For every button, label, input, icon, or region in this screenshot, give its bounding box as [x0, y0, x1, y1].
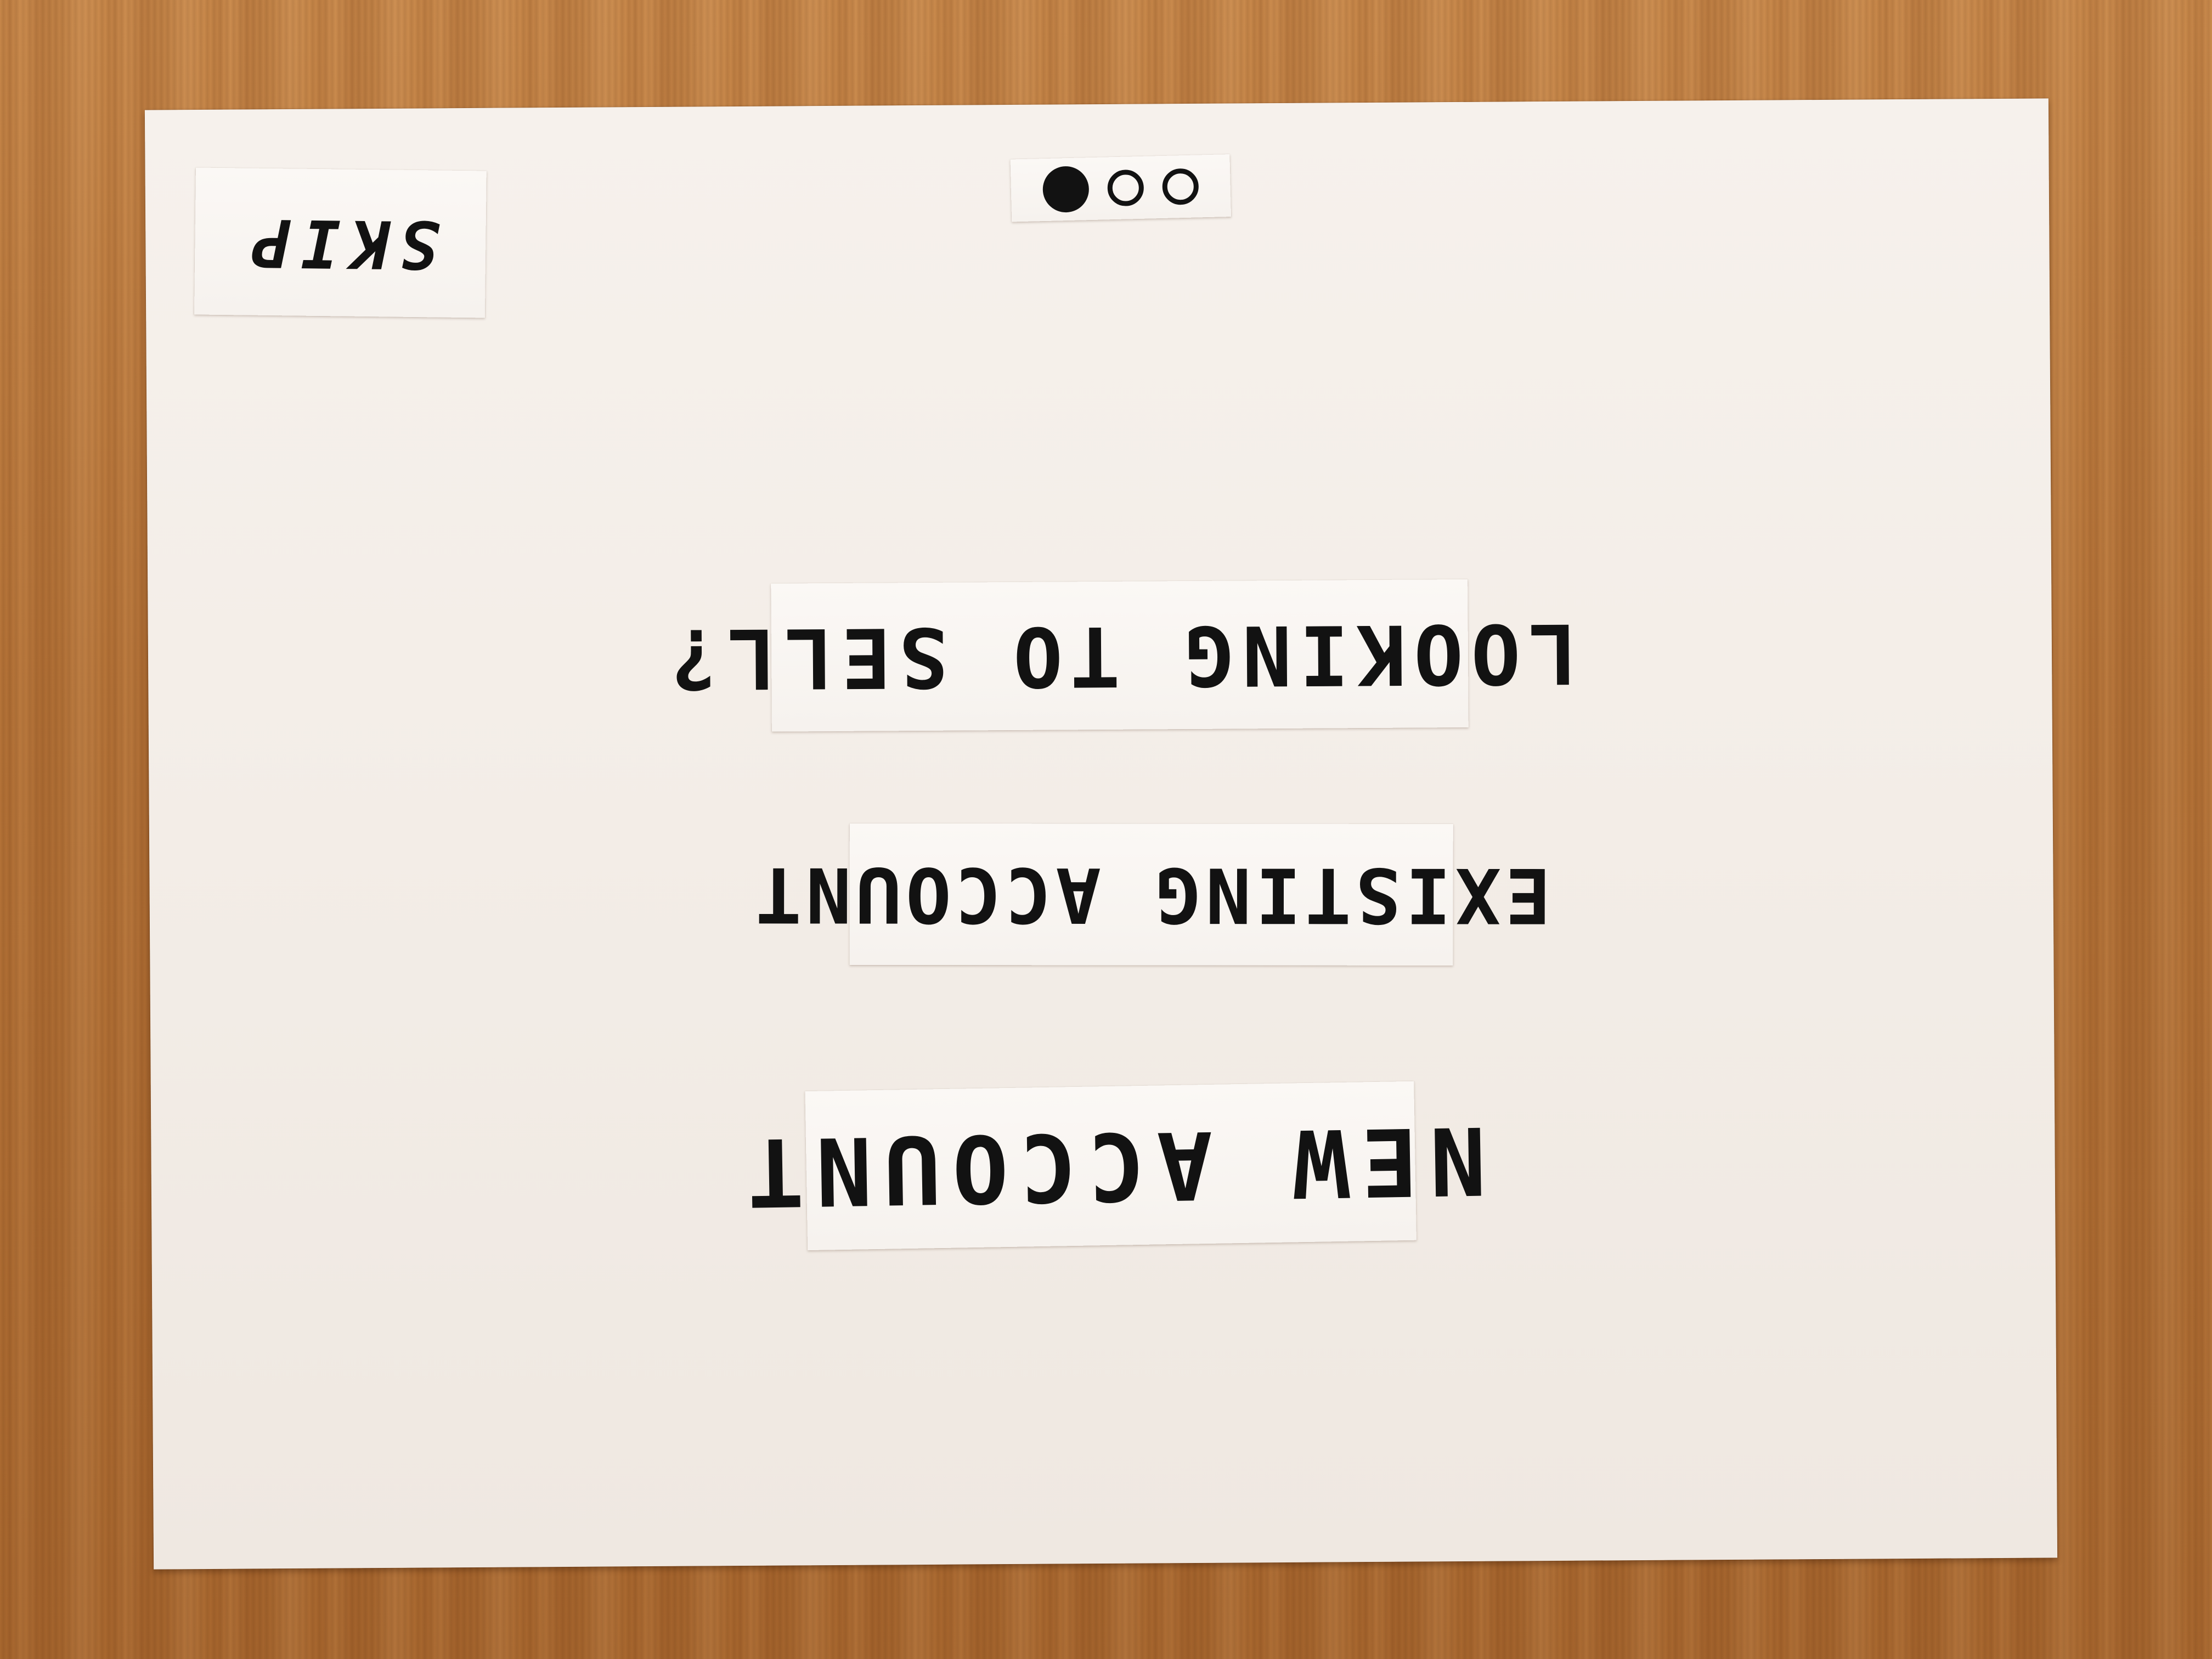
new-account-button[interactable] [735, 1081, 1487, 1250]
looking-to-sell-label: LOOKING TO SELL? [662, 605, 1578, 706]
skip-button[interactable] [194, 167, 487, 318]
page-indicator [1011, 154, 1232, 222]
page-dot-3[interactable] [1162, 168, 1199, 205]
paper-prototype-sheet [145, 98, 2057, 1569]
skip-button-label: SKIP [241, 203, 440, 282]
page-dot-1-active[interactable] [1042, 166, 1090, 213]
existing-account-label: EXISTING ACCOUNT [751, 850, 1551, 939]
page-dot-2[interactable] [1107, 170, 1144, 207]
page-dots [1042, 163, 1199, 213]
existing-account-button[interactable] [751, 823, 1551, 966]
new-account-label: NEW ACCOUNT [735, 1105, 1487, 1227]
looking-to-sell-button[interactable] [662, 579, 1578, 732]
